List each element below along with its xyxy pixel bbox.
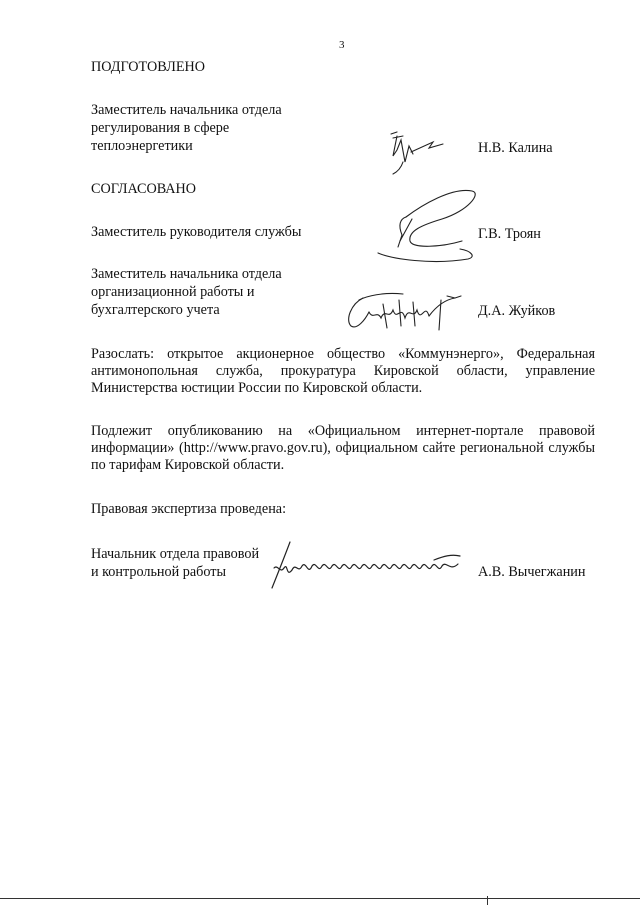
agreed-signer-1-position: Заместитель руководителя службы: [91, 224, 302, 240]
agreed-signer-2-position-line-3: бухгалтерского учета: [91, 302, 220, 318]
agreed-signer-2-name: Д.А. Жуйков: [478, 303, 556, 319]
signature-vychegzhanin: [264, 538, 464, 598]
prepared-position-line-2: регулирования в сфере: [91, 120, 230, 136]
prepared-heading: ПОДГОТОВЛЕНО: [91, 59, 205, 75]
prepared-position-line-1: Заместитель начальника отдела: [91, 102, 282, 118]
agreed-heading: СОГЛАСОВАНО: [91, 181, 197, 197]
agreed-signer-2-position-line-1: Заместитель начальника отдела: [91, 266, 282, 282]
legal-review-position-line-1: Начальник отдела правовой: [91, 546, 260, 562]
agreed-signer-2-position-line-2: организационной работы и: [91, 284, 255, 300]
prepared-signer-name: Н.В. Калина: [478, 140, 553, 156]
agreed-signer-1-name: Г.В. Троян: [478, 226, 541, 242]
legal-review-position-line-2: и контрольной работы: [91, 564, 226, 580]
bottom-scan-tick: [487, 896, 488, 905]
legal-review-signer-name: А.В. Вычегжанин: [478, 564, 586, 580]
signature-zhuykov: [343, 290, 478, 335]
prepared-position-line-3: теплоэнергетики: [91, 138, 193, 154]
legal-review-statement: Правовая экспертиза проведена:: [91, 501, 287, 517]
distribution-paragraph: Разослать: открытое акционерное общество «Коммунэнерго», Федеральная антимонопольная служба, прокуратура Кировской области, управление Министерства юстиции России по Кировской области.: [91, 346, 595, 396]
signature-troyan: [372, 185, 482, 270]
page-number: 3: [339, 39, 345, 51]
signature-kalina: [383, 126, 453, 181]
bottom-scan-line: [0, 898, 640, 899]
publication-paragraph: Подлежит опубликованию на «Официальном интернет-портале правовой информации» (http://www.pravo.gov.ru), официальном сайте региональной службы по тарифам Кировской области.: [91, 423, 595, 473]
